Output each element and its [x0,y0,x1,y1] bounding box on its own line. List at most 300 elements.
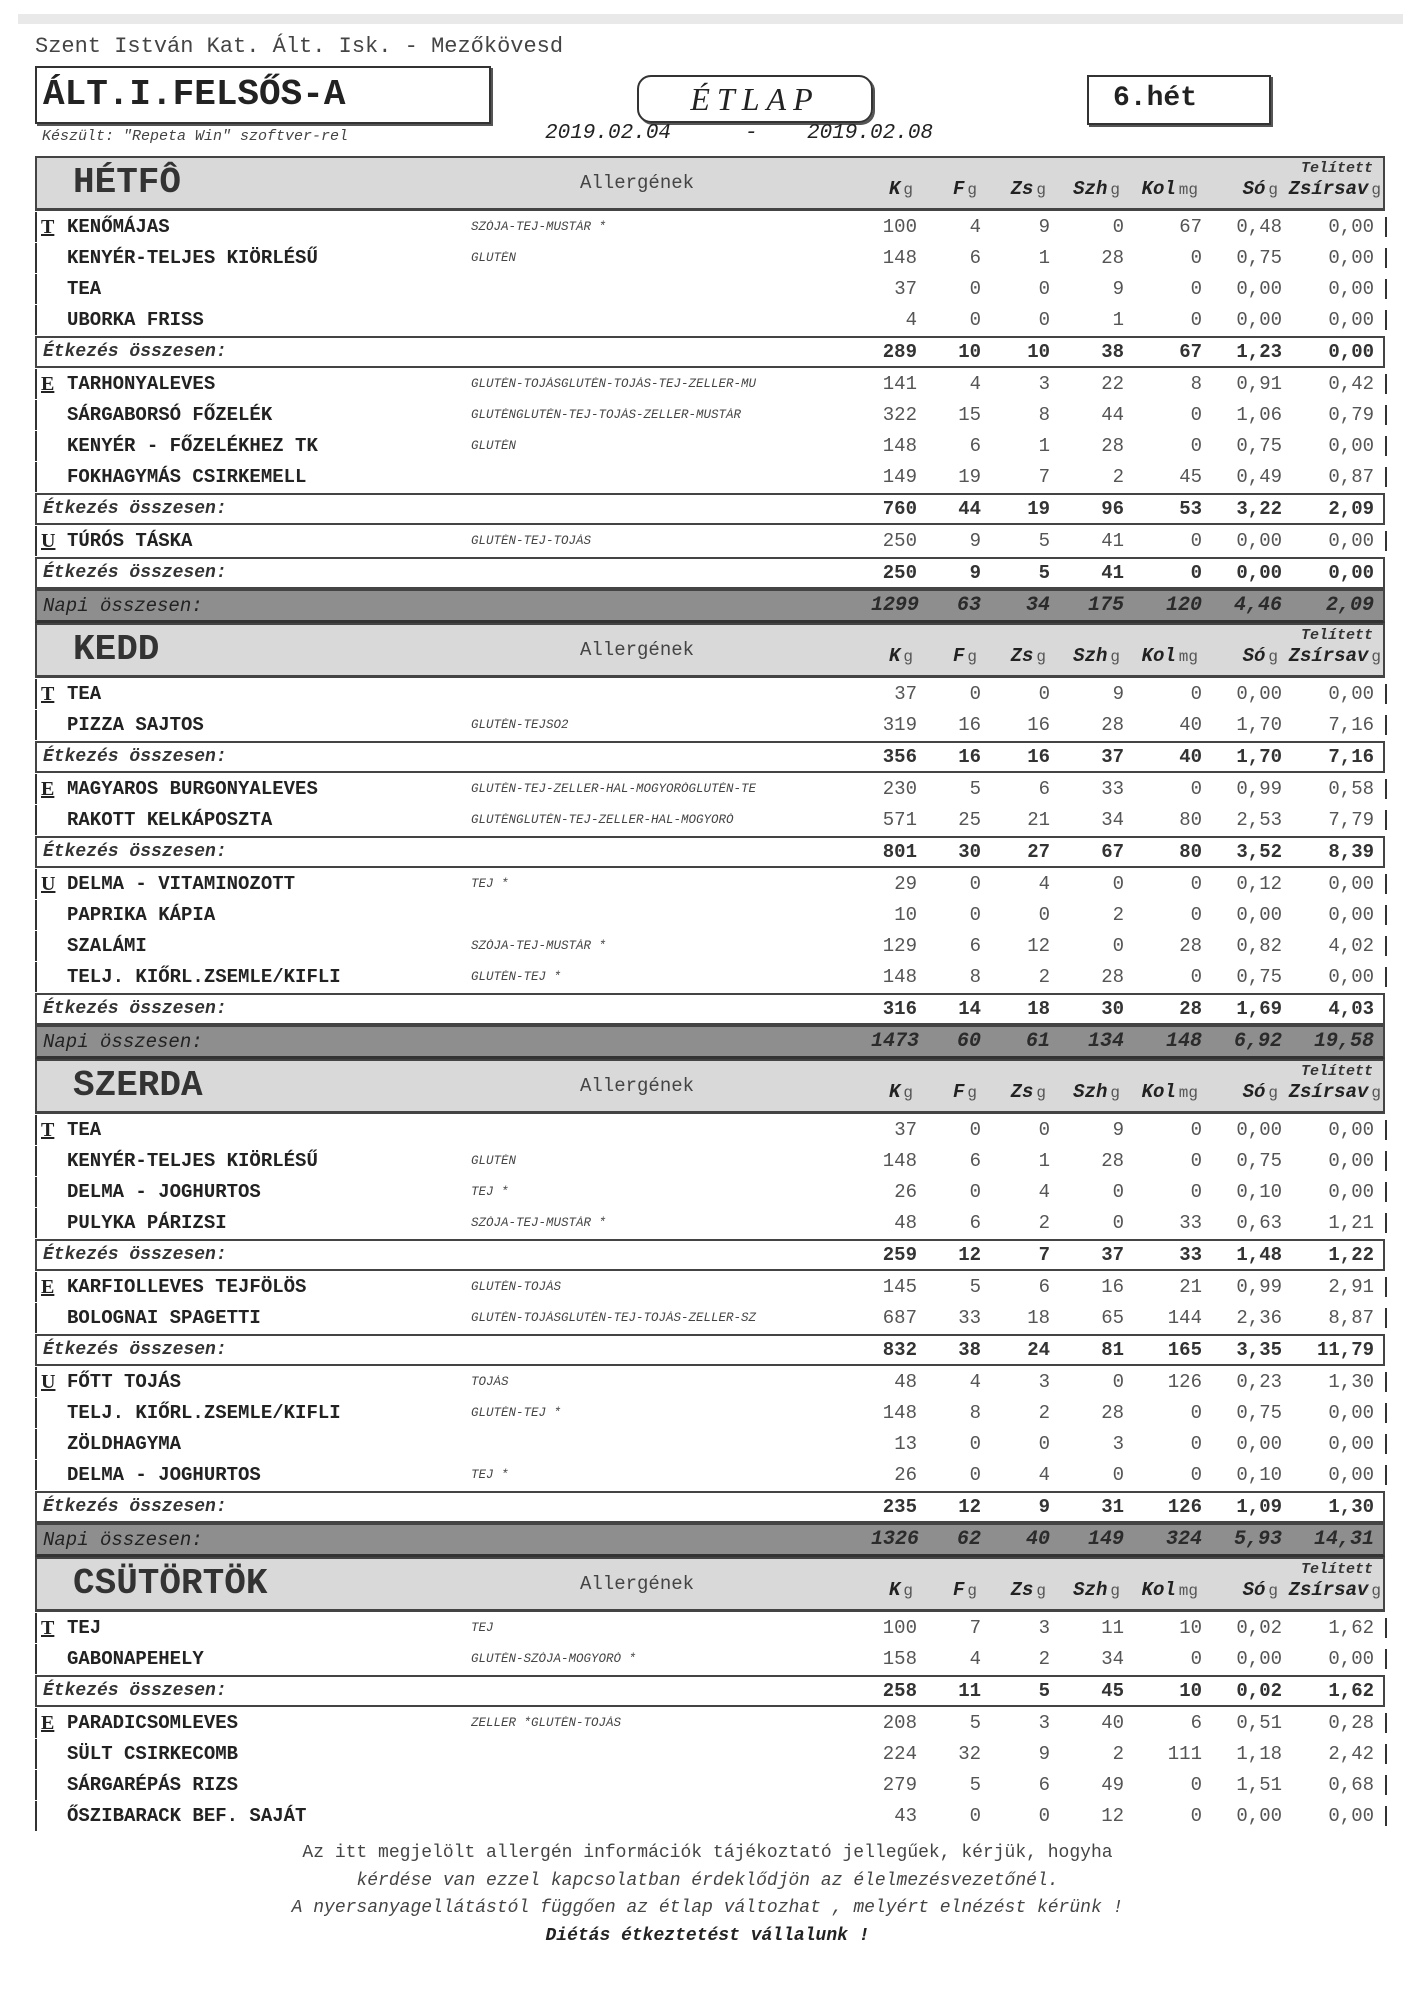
value-cell: 1,21 [1328,1212,1374,1234]
value-cell: 0,75 [1236,435,1282,457]
meal-code-marker: E [41,372,55,395]
value-cell: 1,09 [1236,1496,1282,1518]
value-cell: 0 [1190,435,1202,457]
value-cell: 4 [1038,873,1050,895]
dish-name: PIZZA SAJTOS [67,714,204,736]
value-cell: 7,79 [1328,809,1374,831]
day-header [35,1059,1385,1114]
dish-name: KARFIOLLEVES TEJFÖLÖS [67,1276,307,1298]
value-cell: 2,91 [1328,1276,1374,1298]
menu-item-row [35,1272,1385,1302]
column-unit: g [1036,181,1046,199]
value-cell: 3 [1112,1433,1124,1455]
value-cell: 0,00 [1328,1181,1374,1203]
value-cell: 28 [1101,1150,1124,1172]
value-cell: 1 [1038,435,1050,457]
menu-item-row [35,305,1385,335]
value-cell: 0 [1190,1150,1202,1172]
meal-code-marker: U [41,529,56,552]
value-cell: 28 [1101,247,1124,269]
column-unit: g [1371,181,1381,199]
value-cell: 0,00 [1328,530,1374,552]
menu-item-row [35,962,1385,992]
meal-total-label: Étkezés összesen: [43,1340,227,1360]
value-cell: 1,06 [1236,404,1282,426]
week-number: 6.hét [1113,83,1198,114]
value-cell: 1,70 [1236,746,1282,768]
value-cell: 0,00 [1328,309,1374,331]
value-cell: 44 [1101,404,1124,426]
value-cell: 319 [882,714,917,736]
column-unit: g [1036,1084,1046,1102]
value-cell: 33 [1179,1244,1202,1266]
value-cell: 149 [882,466,917,488]
value-cell: 2 [1038,966,1050,988]
value-cell: 43 [894,1805,917,1827]
menu-item-row [35,274,1385,304]
meal-total-row [35,1675,1385,1707]
row-end-bar [1368,217,1387,237]
value-cell: 0 [1190,1181,1202,1203]
menu-item-row [35,710,1385,740]
column-unit: mg [1178,181,1198,199]
meal-code-marker: E [41,1275,55,1298]
menu-item-row [35,1644,1385,1674]
dish-name: PARADICSOMLEVES [67,1712,239,1734]
value-cell: 28 [1101,714,1124,736]
value-cell: 28 [1101,966,1124,988]
daily-total-row [35,1523,1385,1557]
menu-item-row [35,900,1385,930]
value-cell: 230 [882,778,917,800]
row-end-bar [1368,810,1387,830]
value-cell: 11 [1101,1617,1124,1639]
value-cell: 0 [1112,935,1124,957]
column-label: Szh [1073,1081,1108,1103]
daily-total-label: Napi összesen: [43,594,203,617]
column-unit: mg [1178,1582,1198,1600]
dish-allergens: GLUTÉN [471,1154,517,1168]
column-unit: g [1268,1582,1278,1600]
row-end-bar [1368,1151,1387,1171]
value-cell: 0 [969,1464,981,1486]
column-header [1142,1579,1198,1601]
column-header [1289,178,1381,200]
dish-name: KENŐMÁJAS [67,216,170,238]
dish-name: KENYÉR-TELJES KIÖRLÉSŰ [67,1150,318,1172]
dish-name: TEJ [67,1617,102,1639]
menu-item-row [35,1115,1385,1145]
value-cell: 7 [1038,1244,1050,1266]
value-cell: 10 [958,341,981,363]
value-cell: 63 [956,594,981,617]
value-cell: 80 [1179,809,1202,831]
column-label: K [888,645,901,667]
value-cell: 1,48 [1236,1244,1282,1266]
column-label: Kol [1141,645,1176,667]
value-cell: 3 [1038,373,1050,395]
column-label: K [888,178,901,200]
column-unit: g [967,181,977,199]
value-cell: 4,03 [1328,998,1374,1020]
dish-name: DELMA - JOGHURTOS [67,1181,261,1203]
dish-allergens: GLUTÉNGLUTÉN-TEJ-ZELLER-HAL-MOGYORÓ [471,813,734,827]
column-unit: g [1110,1084,1120,1102]
value-cell: 2,09 [1328,498,1374,520]
value-cell: 0,99 [1236,1276,1282,1298]
value-cell: 81 [1101,1339,1124,1361]
value-cell: 2 [1112,466,1124,488]
day-name: HÉTFÔ [73,162,182,203]
value-cell: 16 [1027,714,1050,736]
column-header [1142,178,1198,200]
column-unit: g [967,1582,977,1600]
value-cell: 5 [969,1712,981,1734]
menu-item-row [35,212,1385,242]
value-cell: 10 [894,904,917,926]
column-unit: g [967,1084,977,1102]
value-cell: 37 [894,1119,917,1141]
row-end-bar [1368,467,1387,487]
value-cell: 37 [894,278,917,300]
row-end-bar [1368,715,1387,735]
column-unit: g [903,1582,913,1600]
value-cell: 0,00 [1328,341,1374,363]
value-cell: 6,92 [1233,1030,1282,1053]
value-cell: 5 [1038,562,1050,584]
value-cell: 48 [894,1371,917,1393]
meal-total-label: Étkezés összesen: [43,842,227,862]
menu-item-row [35,369,1385,399]
value-cell: 0,10 [1236,1464,1282,1486]
row-end-bar [1368,1649,1387,1669]
value-cell: 2 [1112,904,1124,926]
dish-name: DELMA - JOGHURTOS [67,1464,261,1486]
value-cell: 0 [1190,247,1202,269]
value-cell: 0 [1112,1464,1124,1486]
value-cell: 40 [1179,746,1202,768]
value-cell: 5 [969,1774,981,1796]
title-box [637,75,873,123]
menu-item-row [35,1146,1385,1176]
value-cell: 0,58 [1328,778,1374,800]
column-header [1142,1081,1198,1103]
value-cell: 15 [958,404,981,426]
dish-name: FŐTT TOJÁS [67,1371,182,1393]
column-header [889,178,913,200]
value-cell: 0,00 [1328,216,1374,238]
column-unit: g [1268,648,1278,666]
value-cell: 4 [1038,1181,1050,1203]
column-unit: g [903,648,913,666]
dish-name: TARHONYALEVES [67,373,216,395]
value-cell: 2 [1112,1743,1124,1765]
value-cell: 0,28 [1328,1712,1374,1734]
value-cell: 144 [1167,1307,1202,1329]
value-cell: 0 [1112,1181,1124,1203]
meal-code-marker: U [41,1370,56,1393]
value-cell: 175 [1087,594,1124,617]
value-cell: 0,00 [1236,1648,1282,1670]
dish-allergens: GLUTÉN-TEJ * [471,970,562,984]
menu-item-row [35,1429,1385,1459]
menu-item-row [35,1708,1385,1738]
value-cell: 0 [969,1119,981,1141]
value-cell: 9 [1038,1743,1050,1765]
value-cell: 1,69 [1236,998,1282,1020]
value-cell: 1 [1038,1150,1050,1172]
value-cell: 7,16 [1328,714,1374,736]
meal-total-label: Étkezés összesen: [43,999,227,1019]
value-cell: 62 [956,1528,981,1551]
meal-total-label: Étkezés összesen: [43,747,227,767]
value-cell: 0,51 [1236,1712,1282,1734]
row-end-bar [1368,936,1387,956]
value-cell: 356 [882,746,917,768]
value-cell: 27 [1027,841,1050,863]
value-cell: 0 [1190,1402,1202,1424]
value-cell: 0,00 [1328,683,1374,705]
value-cell: 24 [1027,1339,1050,1361]
menu-item-row [35,1739,1385,1769]
value-cell: 141 [882,373,917,395]
value-cell: 28 [1179,998,1202,1020]
value-cell: 0,00 [1236,530,1282,552]
value-cell: 126 [1167,1496,1202,1518]
value-cell: 9 [1112,278,1124,300]
value-cell: 0,82 [1236,935,1282,957]
footer-line-3: A nyersanyagellátástól függően az étlap változhat , melyért elnézést kérünk ! [291,1898,1124,1918]
menu-table [35,156,1385,1832]
day-header [35,623,1385,678]
value-cell: 316 [882,998,917,1020]
meal-total-label: Étkezés összesen: [43,1681,227,1701]
menu-item-row [35,1367,1385,1397]
column-label: K [888,1579,901,1601]
value-cell: 0 [1190,1119,1202,1141]
value-cell: 4 [969,1371,981,1393]
value-cell: 16 [1101,1276,1124,1298]
day-header [35,1557,1385,1612]
column-label: Só [1242,1081,1266,1103]
value-cell: 0,00 [1236,1805,1282,1827]
value-cell: 61 [1025,1030,1050,1053]
meal-code-marker: T [41,215,55,238]
value-cell: 6 [1038,1774,1050,1796]
meal-total-row [35,557,1385,589]
value-cell: 1299 [871,594,920,617]
value-cell: 6 [969,435,981,457]
value-cell: 1,70 [1236,714,1282,736]
value-cell: 18 [1027,998,1050,1020]
value-cell: 0 [1112,873,1124,895]
column-header [1243,178,1278,200]
value-cell: 0 [1190,873,1202,895]
value-cell: 4,46 [1233,594,1282,617]
dish-name: RAKOTT KELKÁPOSZTA [67,809,273,831]
value-cell: 80 [1179,841,1202,863]
dish-allergens: GLUTÉN-TEJ * [471,1406,562,1420]
dish-name: TÚRÓS TÁSKA [67,530,193,552]
value-cell: 5 [1038,1680,1050,1702]
value-cell: 18 [1027,1307,1050,1329]
value-cell: 129 [882,935,917,957]
row-end-bar [1368,1182,1387,1202]
value-cell: 0,42 [1328,373,1374,395]
column-header [889,1081,913,1103]
dish-name: TELJ. KIŐRL.ZSEMLE/KIFLI [67,1402,341,1424]
meal-total-label: Étkezés összesen: [43,342,227,362]
dish-allergens: TEJ * [471,877,509,891]
column-label: Zs [1010,1579,1034,1601]
value-cell: 16 [958,746,981,768]
dish-allergens: GLUTÉN-TEJ-TOJÁS [471,534,592,548]
value-cell: 0,00 [1328,1150,1374,1172]
daily-total-label: Napi összesen: [43,1030,203,1053]
meal-code-marker: T [41,1118,55,1141]
dish-name: KENYÉR-TELJES KIÖRLÉSŰ [67,247,318,269]
column-unit: g [1036,1582,1046,1600]
meal-total-row [35,336,1385,368]
value-cell: 8 [1038,404,1050,426]
column-unit: g [1110,1582,1120,1600]
saturated-header-top: Telített [1300,1063,1373,1080]
value-cell: 7 [969,1617,981,1639]
dish-name: SÜLT CSIRKECOMB [67,1743,239,1765]
value-cell: 134 [1087,1030,1124,1053]
dish-allergens: GLUTÉN-TOJÁSGLUTÉN-TOJÁS-TEJ-ZELLER-MU [471,377,757,391]
value-cell: 279 [882,1774,917,1796]
footer-line-1: Az itt megjelölt allergén információk tájékoztató jellegűek, kérjük, hogyha [302,1843,1113,1863]
scan-edge [18,14,1403,24]
value-cell: 7,16 [1328,746,1374,768]
value-cell: 0,00 [1236,1433,1282,1455]
value-cell: 11 [958,1680,981,1702]
menu-item-row [35,462,1385,492]
value-cell: 31 [1101,1496,1124,1518]
value-cell: 6 [969,1212,981,1234]
value-cell: 235 [882,1496,917,1518]
dish-name: TELJ. KIŐRL.ZSEMLE/KIFLI [67,966,341,988]
column-label: Zsírsav [1288,645,1369,667]
value-cell: 165 [1167,1339,1202,1361]
value-cell: 0,00 [1236,1119,1282,1141]
value-cell: 8 [1190,373,1202,395]
value-cell: 145 [882,1276,917,1298]
menu-item-row [35,1177,1385,1207]
value-cell: 0,75 [1236,1402,1282,1424]
value-cell: 0,00 [1328,1805,1374,1827]
column-label: Szh [1073,1579,1108,1601]
column-label: Só [1242,645,1266,667]
column-header [889,1579,913,1601]
value-cell: 6 [969,935,981,957]
value-cell: 3 [1038,1712,1050,1734]
page-title: ÉTLAP [690,81,820,117]
value-cell: 9 [1112,1119,1124,1141]
value-cell: 9 [969,562,981,584]
value-cell: 29 [894,873,917,895]
value-cell: 0,00 [1328,873,1374,895]
value-cell: 38 [958,1339,981,1361]
value-cell: 38 [1101,341,1124,363]
value-cell: 0 [1112,1212,1124,1234]
date-to: 2019.02.08 [807,122,934,145]
column-header [953,178,977,200]
value-cell: 13 [894,1433,917,1455]
value-cell: 0,00 [1236,562,1282,584]
row-end-bar [1368,1308,1387,1328]
value-cell: 1326 [871,1528,920,1551]
meal-code-marker: E [41,777,55,800]
column-label: Só [1242,178,1266,200]
value-cell: 34 [1025,594,1050,617]
column-unit: g [1268,181,1278,199]
daily-total-row [35,589,1385,623]
footer-line-2: kérdése van ezzel kapcsolatban érdeklődjön az élelmezésvezetőnél. [356,1871,1059,1891]
menu-item-row [35,931,1385,961]
column-unit: g [967,648,977,666]
dish-allergens: SZÓJA-TEJ-MUSTÁR * [471,220,607,234]
column-label: Kol [1141,1579,1176,1601]
value-cell: 4 [905,309,917,331]
row-end-bar [1368,1120,1387,1140]
value-cell: 6 [1190,1712,1202,1734]
column-header [1243,645,1278,667]
value-cell: 111 [1167,1743,1202,1765]
value-cell: 0 [1190,278,1202,300]
daily-total-row [35,1025,1385,1059]
dish-allergens: GLUTÉN-TOJÁS [471,1280,562,1294]
value-cell: 5 [1038,530,1050,552]
dish-allergens: SZÓJA-TEJ-MUSTÁR * [471,939,607,953]
value-cell: 4 [969,216,981,238]
value-cell: 0 [1038,278,1050,300]
meal-code-marker: U [41,872,56,895]
value-cell: 53 [1179,498,1202,520]
value-cell: 6 [969,247,981,269]
value-cell: 208 [882,1712,917,1734]
dish-name: SÁRGARÉPÁS RIZS [67,1774,239,1796]
value-cell: 148 [882,966,917,988]
value-cell: 37 [1101,746,1124,768]
value-cell: 5 [969,778,981,800]
value-cell: 12 [1027,935,1050,957]
column-label: Kol [1141,1081,1176,1103]
value-cell: 0 [969,904,981,926]
value-cell: 0 [1190,1648,1202,1670]
dish-name: TEA [67,1119,102,1141]
value-cell: 0 [969,309,981,331]
value-cell: 324 [1165,1528,1202,1551]
saturated-header-top: Telített [1300,1561,1373,1578]
value-cell: 19,58 [1313,1030,1374,1053]
column-unit: g [1371,1582,1381,1600]
value-cell: 8,87 [1328,1307,1374,1329]
value-cell: 7 [1038,466,1050,488]
value-cell: 19 [1027,498,1050,520]
value-cell: 1,22 [1328,1244,1374,1266]
column-header [889,645,913,667]
dish-allergens: GLUTÉN [471,251,517,265]
value-cell: 4 [969,373,981,395]
value-cell: 10 [1027,341,1050,363]
value-cell: 0 [969,278,981,300]
menu-item-row [35,526,1385,556]
value-cell: 37 [894,683,917,705]
column-unit: g [1268,1084,1278,1102]
value-cell: 6 [1038,1276,1050,1298]
